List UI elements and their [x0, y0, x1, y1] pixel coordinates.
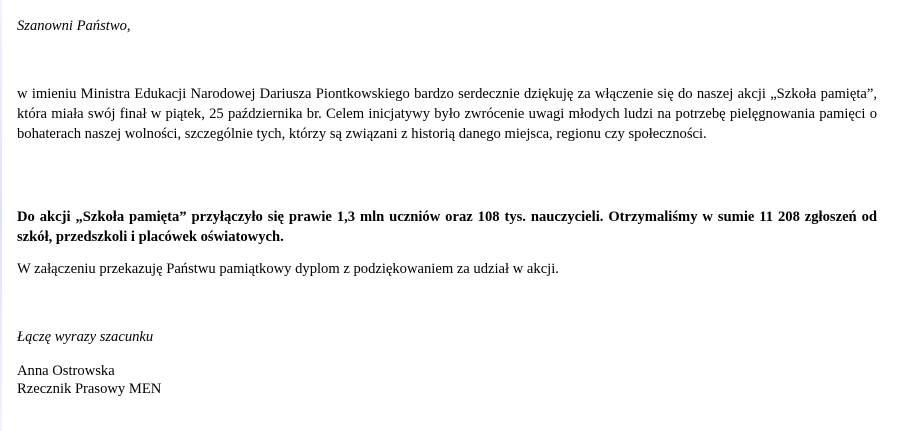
paragraph-attachment: W załączeniu przekazuję Państwu pamiątkowy dyplom z podziękowaniem za udział w akcji.	[17, 261, 559, 277]
closing-phrase: Łączę wyrazy szacunku	[17, 329, 154, 345]
paragraph-thanks: w imieniu Ministra Edukacji Narodowej Dariusza Piontkowskiego bardzo serdecznie dziękuję za włączenie się do naszej akcji „Szkoła pamięta”, która miała swój finał w piątek, 25 października br. Celem inicjatywy było zwrócenie uwagi młodych ludzi na potrzebę pielęgnowania pamięci o bohaterach naszej wolności, szczególnie tych, którzy są związani z historią danego miejsca, regionu czy społeczności.	[17, 86, 877, 142]
scrollbar[interactable]	[895, 0, 899, 431]
window-left-edge	[0, 0, 2, 431]
greeting: Szanowni Państwo,	[17, 18, 131, 34]
signature-title: Rzecznik Prasowy MEN	[17, 381, 162, 397]
signature-name: Anna Ostrowska	[17, 363, 115, 379]
paragraph-statistics: Do akcji „Szkoła pamięta” przyłączyło się prawie 1,3 mln uczniów oraz 108 tys. nauczycieli. Otrzymaliśmy w sumie 11 208 zgłoszeń od szkół, przedszkoli i placówek oświatowych.	[17, 209, 877, 245]
